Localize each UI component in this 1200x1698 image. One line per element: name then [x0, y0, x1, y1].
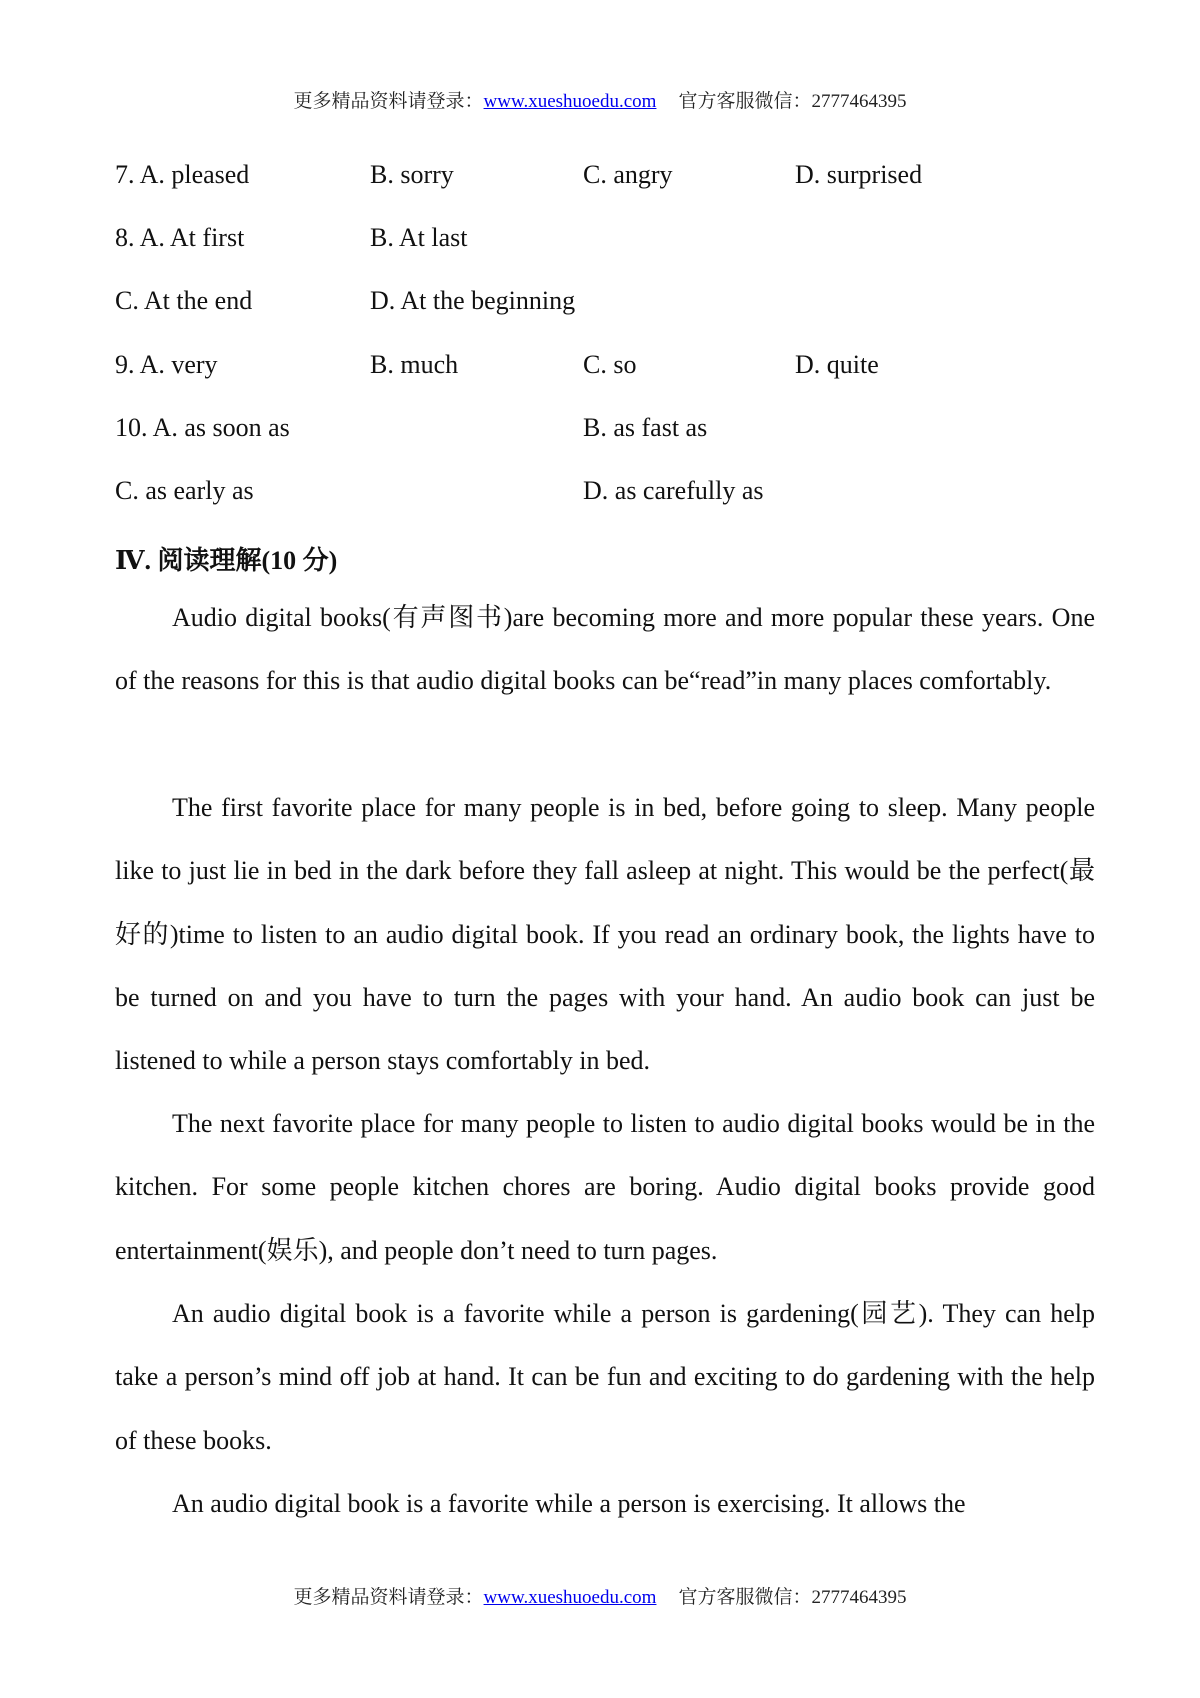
q8-option-a: 8. A. At first	[115, 223, 245, 252]
question-8-row2	[115, 286, 1095, 326]
passage-paragraph-3: The next favorite place for many people to listen to audio digital books would be in the kitchen. For some people kitchen chores are boring. Audio digital books provide good entertainment(娱乐), and people don’t need to turn pages.	[115, 1109, 1095, 1265]
header-wechat: 官方客服微信：2777464395	[678, 91, 907, 112]
q7-option-d: D. surprised	[795, 160, 923, 189]
q8-option-b: B. At last	[370, 223, 468, 252]
q10-option-a: 10. A. as soon as	[115, 413, 290, 442]
header-prefix: 更多精品资料请登录：	[293, 91, 484, 112]
section-title: Ⅳ. 阅读理解(10 分)	[115, 546, 338, 575]
q9-option-c: C. so	[583, 350, 637, 379]
q7-option-b: B. sorry	[370, 160, 454, 189]
question-9	[115, 350, 1095, 390]
question-10-row1	[115, 413, 1095, 453]
q10-option-b: B. as fast as	[583, 413, 708, 442]
passage-paragraph-5: An audio digital book is a favorite while a person is exercising. It allows the	[172, 1489, 966, 1518]
q7-option-c: C. angry	[583, 160, 673, 189]
q8-option-c: C. At the end	[115, 286, 253, 315]
q9-option-d: D. quite	[795, 350, 879, 379]
q8-option-d: D. At the beginning	[370, 286, 576, 315]
footer-website-link[interactable]: www.xueshuoedu.com	[483, 1587, 657, 1608]
page-footer	[0, 1582, 1200, 1609]
footer-prefix: 更多精品资料请登录：	[293, 1587, 484, 1608]
q9-option-a: 9. A. very	[115, 350, 218, 379]
q9-option-b: B. much	[370, 350, 459, 379]
question-8-row1	[115, 223, 1095, 263]
question-10-row2	[115, 476, 1095, 516]
q7-option-a: 7. A. pleased	[115, 160, 250, 189]
question-7	[115, 160, 1095, 200]
passage-paragraph-4: An audio digital book is a favorite while a person is gardening(园艺). They can help take a person’s mind off job at hand. It can be fun and exciting to do gardening with the help of these books.	[115, 1299, 1095, 1455]
header-website-link[interactable]: www.xueshuoedu.com	[483, 91, 657, 112]
q10-option-c: C. as early as	[115, 476, 254, 505]
footer-wechat: 官方客服微信：2777464395	[678, 1587, 907, 1608]
page-header	[0, 86, 1200, 113]
passage-paragraph-2: The first favorite place for many people is in bed, before going to sleep. Many people like to just lie in bed in the dark before they fall asleep at night. This would be the perfect(最好的)time to listen to an audio digital book. If you read an ordinary book, the lights have to be turned on and you have to turn the pages with your hand. An audio book can just be listened to while a person stays comfortably in bed.	[115, 793, 1095, 1076]
passage-paragraph-1: Audio digital books(有声图书)are becoming more and more popular these years. One of the reasons for this is that audio digital books can be“read”in many places comfortably.	[115, 603, 1095, 696]
q10-option-d: D. as carefully as	[583, 476, 764, 505]
